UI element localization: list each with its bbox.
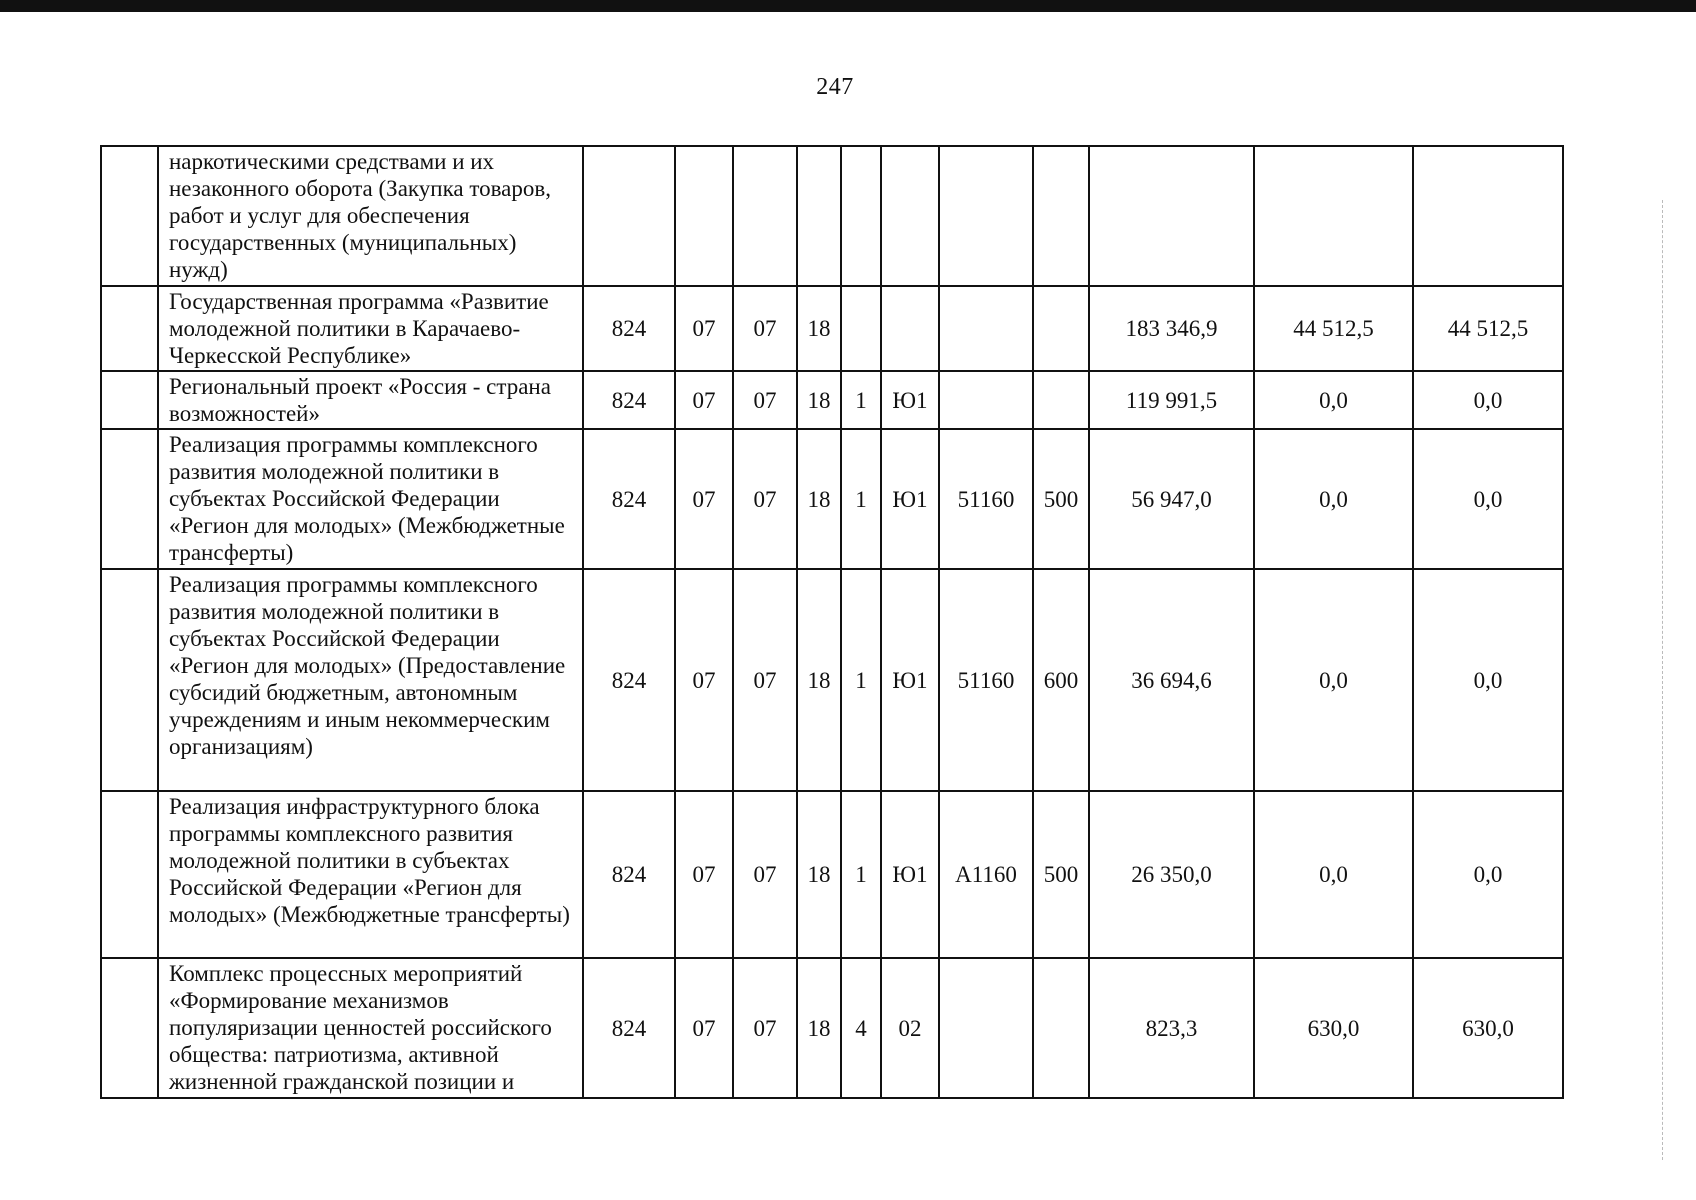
subprogram-code-cell bbox=[841, 286, 881, 371]
amount-year1-cell bbox=[1089, 146, 1254, 286]
program-code-cell: 18 bbox=[797, 569, 841, 791]
table-row bbox=[101, 429, 1563, 569]
item-name-cell: Реализация программы комплексного развития молодежной политики в субъектах Российской Федерации «Регион для молодых» (Предоставление субсидий бюджетным, автономным учреждениям и иным некоммерческим организациям) bbox=[158, 569, 583, 791]
expense-type-cell bbox=[1033, 146, 1089, 286]
expense-type-cell: 500 bbox=[1033, 429, 1089, 569]
section-code-cell: 07 bbox=[675, 286, 733, 371]
amount-year2-cell: 630,0 bbox=[1254, 958, 1413, 1098]
amount-year1-cell: 56 947,0 bbox=[1089, 429, 1254, 569]
expense-type-cell bbox=[1033, 371, 1089, 429]
row-number-cell bbox=[101, 958, 158, 1098]
program-code-cell bbox=[797, 146, 841, 286]
direction-code-cell: А1160 bbox=[939, 791, 1033, 958]
project-code-cell: Ю1 bbox=[881, 569, 939, 791]
subprogram-code-cell: 1 bbox=[841, 791, 881, 958]
amount-year3-cell bbox=[1413, 146, 1563, 286]
amount-year3-cell: 0,0 bbox=[1413, 791, 1563, 958]
project-code-cell: Ю1 bbox=[881, 429, 939, 569]
item-name-cell: Комплекс процессных мероприятий «Формирование механизмов популяризации ценностей российского общества: патриотизма, активной жизненной гражданской позиции и bbox=[158, 958, 583, 1098]
item-name-cell: Региональный проект «Россия - страна возможностей» bbox=[158, 371, 583, 429]
project-code-cell: 02 bbox=[881, 958, 939, 1098]
subsection-code-cell: 07 bbox=[733, 371, 797, 429]
ministry-code-cell bbox=[583, 146, 675, 286]
table-row bbox=[101, 791, 1563, 958]
table-row bbox=[101, 958, 1563, 1098]
project-code-cell: Ю1 bbox=[881, 791, 939, 958]
program-code-cell: 18 bbox=[797, 286, 841, 371]
program-code-cell: 18 bbox=[797, 791, 841, 958]
amount-year1-cell: 183 346,9 bbox=[1089, 286, 1254, 371]
section-code-cell: 07 bbox=[675, 429, 733, 569]
amount-year2-cell: 0,0 bbox=[1254, 429, 1413, 569]
amount-year1-cell: 36 694,6 bbox=[1089, 569, 1254, 791]
direction-code-cell bbox=[939, 146, 1033, 286]
section-code-cell: 07 bbox=[675, 958, 733, 1098]
subsection-code-cell: 07 bbox=[733, 429, 797, 569]
amount-year1-cell: 823,3 bbox=[1089, 958, 1254, 1098]
ministry-code-cell: 824 bbox=[583, 371, 675, 429]
project-code-cell: Ю1 bbox=[881, 371, 939, 429]
expense-type-cell bbox=[1033, 958, 1089, 1098]
program-code-cell: 18 bbox=[797, 958, 841, 1098]
subsection-code-cell: 07 bbox=[733, 791, 797, 958]
amount-year3-cell: 0,0 bbox=[1413, 429, 1563, 569]
table-row bbox=[101, 146, 1563, 286]
section-code-cell bbox=[675, 146, 733, 286]
section-code-cell: 07 bbox=[675, 569, 733, 791]
amount-year2-cell: 44 512,5 bbox=[1254, 286, 1413, 371]
amount-year2-cell: 0,0 bbox=[1254, 371, 1413, 429]
section-code-cell: 07 bbox=[675, 791, 733, 958]
subsection-code-cell: 07 bbox=[733, 958, 797, 1098]
project-code-cell bbox=[881, 286, 939, 371]
direction-code-cell bbox=[939, 371, 1033, 429]
row-number-cell bbox=[101, 286, 158, 371]
amount-year1-cell: 26 350,0 bbox=[1089, 791, 1254, 958]
expense-type-cell: 600 bbox=[1033, 569, 1089, 791]
subsection-code-cell: 07 bbox=[733, 569, 797, 791]
table-row bbox=[101, 371, 1563, 429]
amount-year3-cell: 0,0 bbox=[1413, 569, 1563, 791]
project-code-cell bbox=[881, 146, 939, 286]
ministry-code-cell: 824 bbox=[583, 958, 675, 1098]
scan-edge-mark bbox=[1662, 200, 1663, 1160]
item-name-cell: Реализация программы комплексного развития молодежной политики в субъектах Российской Федерации «Регион для молодых» (Межбюджетные трансферты) bbox=[158, 429, 583, 569]
item-name-cell: Реализация инфраструктурного блока программы комплексного развития молодежной политики в субъектах Российской Федерации «Регион для молодых» (Межбюджетные трансферты) bbox=[158, 791, 583, 958]
amount-year3-cell: 44 512,5 bbox=[1413, 286, 1563, 371]
subprogram-code-cell: 1 bbox=[841, 371, 881, 429]
amount-year3-cell: 630,0 bbox=[1413, 958, 1563, 1098]
direction-code-cell: 51160 bbox=[939, 429, 1033, 569]
direction-code-cell bbox=[939, 286, 1033, 371]
budget-table bbox=[100, 145, 1564, 1099]
expense-type-cell bbox=[1033, 286, 1089, 371]
amount-year2-cell: 0,0 bbox=[1254, 791, 1413, 958]
row-number-cell bbox=[101, 429, 158, 569]
item-name-cell: Государственная программа «Развитие молодежной политики в Карачаево-Черкесской Республике» bbox=[158, 286, 583, 371]
amount-year2-cell: 0,0 bbox=[1254, 569, 1413, 791]
table-row bbox=[101, 286, 1563, 371]
program-code-cell: 18 bbox=[797, 429, 841, 569]
direction-code-cell bbox=[939, 958, 1033, 1098]
subprogram-code-cell: 1 bbox=[841, 429, 881, 569]
row-number-cell bbox=[101, 569, 158, 791]
amount-year1-cell: 119 991,5 bbox=[1089, 371, 1254, 429]
section-code-cell: 07 bbox=[675, 371, 733, 429]
subsection-code-cell: 07 bbox=[733, 286, 797, 371]
ministry-code-cell: 824 bbox=[583, 429, 675, 569]
direction-code-cell: 51160 bbox=[939, 569, 1033, 791]
subprogram-code-cell bbox=[841, 146, 881, 286]
expense-type-cell: 500 bbox=[1033, 791, 1089, 958]
ministry-code-cell: 824 bbox=[583, 286, 675, 371]
amount-year2-cell bbox=[1254, 146, 1413, 286]
scan-top-border bbox=[0, 0, 1696, 12]
row-number-cell bbox=[101, 146, 158, 286]
row-number-cell bbox=[101, 371, 158, 429]
table-row bbox=[101, 569, 1563, 791]
item-name-cell: наркотическими средствами и их незаконного оборота (Закупка товаров, работ и услуг для обеспечения государственных (муниципальных) нужд) bbox=[158, 146, 583, 286]
program-code-cell: 18 bbox=[797, 371, 841, 429]
ministry-code-cell: 824 bbox=[583, 791, 675, 958]
subprogram-code-cell: 1 bbox=[841, 569, 881, 791]
page-number: 247 bbox=[816, 74, 854, 100]
row-number-cell bbox=[101, 791, 158, 958]
amount-year3-cell: 0,0 bbox=[1413, 371, 1563, 429]
subprogram-code-cell: 4 bbox=[841, 958, 881, 1098]
ministry-code-cell: 824 bbox=[583, 569, 675, 791]
subsection-code-cell bbox=[733, 146, 797, 286]
